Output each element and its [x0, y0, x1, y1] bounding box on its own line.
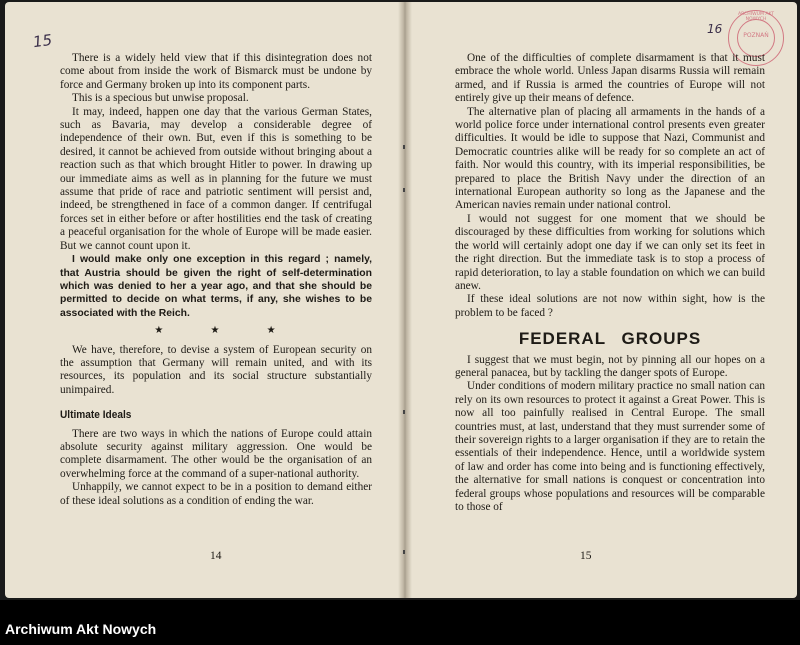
gutter-mark: [403, 145, 405, 149]
left-page: [5, 2, 400, 598]
left-page-text: [60, 52, 372, 508]
paragraph: It may, indeed, happen one day that the various German States, such as Bavaria, may develop a considerable degree of independence of their own. But, even if this is something to be desired, it cannot be achieved from outside without bringing about a reaction such as that which brought Hitler to power. In drawing up our immediate aims as well as in planning for the future we must assume that pride of race and patriotic sentiment will persist and, indeed, be strengthened in face of a common danger. If centrifugal forces set in either before or after hostilities end the task of creating a peaceful organisation for the whole of Europe will be made easier. But we cannot count upon it.: [60, 105, 372, 252]
paragraph: If these ideal solutions are not now within sight, how is the problem to be faced ?: [455, 293, 765, 319]
paragraph: There is a widely held view that if this disintegration does not come about from inside the work of Bismarck must be undone by force and Germany broken up into its component parts.: [60, 52, 372, 91]
right-page-text: [455, 52, 765, 514]
paragraph: I suggest that we must begin, not by pinning all our hopes on a general panacea, but by tackling the danger spots of Europe.: [455, 353, 765, 379]
paragraph: One of the difficulties of complete disarmament is that it must embrace the whole world. Unless Japan disarms Russia will remain armed, and if Russia is armed the countries of Europe will not entirely give up their means of defence.: [455, 52, 765, 105]
paragraph: The alternative plan of placing all armaments in the hands of a world police force under international control presents even greater difficulties. It would be idle to suppose that Nazi, Communist and Democratic countries alike will be ready for so complete an act of faith. Nor would this country, with its imperial responsibilities, be prepared to place the British Navy under the direction of an international European authority so long as the Japanese and the American navies remain under national control.: [455, 105, 765, 212]
paragraph: We have, therefore, to devise a system of European security on the assumption that Germany will remain united, and with its resources, its population and its social structure substantially unimpaired.: [60, 343, 372, 396]
bold-paragraph: I would make only one exception in this regard ; namely, that Austria should be given the right of self-determination which was denied to her a year ago, and that she should be permitted to decide on what terms, if any, she wishes to be associated with the Reich.: [60, 254, 372, 319]
subheading: Ultimate Ideals: [60, 409, 132, 422]
page-number: 15: [580, 550, 592, 562]
right-page: [410, 2, 797, 598]
page-number: 14: [210, 550, 222, 562]
archive-footer: [0, 600, 800, 645]
handwritten-page-number: 15: [31, 30, 54, 52]
gutter-mark: [403, 410, 405, 414]
section-break-stars: ★ ★ ★: [154, 325, 298, 337]
paragraph: Under conditions of modern military practice no small nation can rely on its own resources to protect it against a Great Power. This is now all too painfully realised in Central Europe. The small countries must, at last, understand that they must surrender some of their sovereign rights to a larger organisation if they are to retain the essentials of their independence. Hence, until a worldwide system of law and order has come into being and is functioning effectively, the alternative for small nations is conquest or concentration into federal groups whose populations and resources will be comparable to those of: [455, 380, 765, 513]
handwritten-page-number: 16: [707, 22, 723, 36]
section-heading: FEDERAL GROUPS: [518, 329, 702, 349]
gutter-mark: [403, 550, 405, 554]
paragraph: This is a specious but unwise proposal.: [72, 92, 249, 105]
stamp-ring-text: ARCHIWUM AKT NOWYCH: [737, 12, 775, 22]
stamp-city: POZNAŃ: [743, 32, 769, 39]
archive-name: Archiwum Akt Nowych: [5, 621, 157, 637]
paragraph: I would not suggest for one moment that we should be discouraged by these difficulties from working for solutions which the world will certainly adopt one day if we can only set its feet in the right direction. But the immediate task is to stop a process of rapid deterioration, to lay a stable foundation on which we can build anew.: [455, 212, 765, 292]
paragraph: Unhappily, we cannot expect to be in a position to demand either of these ideal solutions as a condition of ending the war.: [60, 481, 372, 507]
gutter-mark: [403, 188, 405, 192]
paragraph: There are two ways in which the nations of Europe could attain absolute security against military aggression. One would be complete disarmament. The other would be the organisation of an overwhelming force at the command of a super-national authority.: [60, 427, 372, 480]
open-book: [5, 2, 797, 598]
